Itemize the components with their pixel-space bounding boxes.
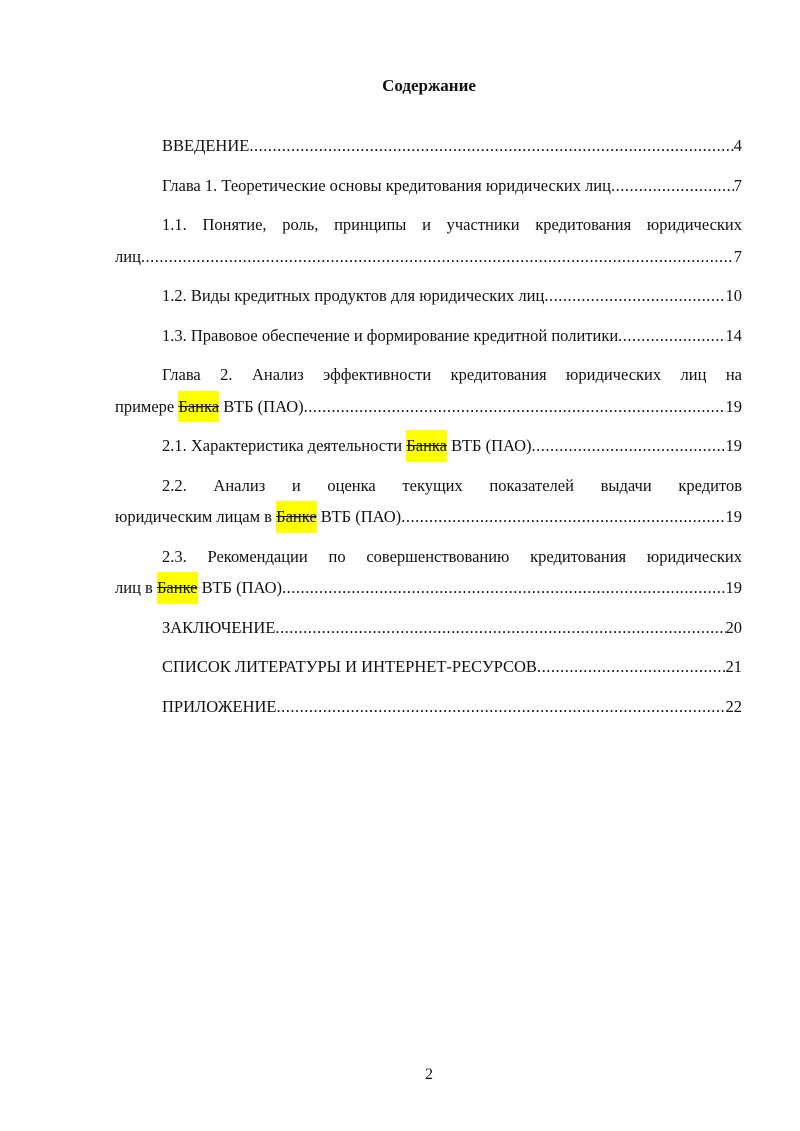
toc-page-number: 7 — [733, 175, 742, 195]
toc-entry-text-prefix: лиц в — [115, 578, 157, 597]
toc-leader-dots — [537, 651, 726, 683]
toc-page-number: 20 — [725, 617, 742, 637]
toc-entry-1-2[interactable] — [115, 280, 742, 312]
highlighted-word: Банка — [406, 430, 447, 462]
toc-entry-text-suffix: ВТБ (ПАО) — [197, 578, 283, 597]
toc-entry-conclusion[interactable] — [115, 612, 742, 644]
toc-entry-references[interactable] — [115, 651, 742, 683]
toc-leader-dots — [544, 280, 725, 312]
toc-page-number: 10 — [725, 286, 742, 305]
toc-entry-2-3[interactable] — [115, 541, 742, 604]
toc-entry-text-line1: Глава 2. Анализ эффективности кредитования юридических лиц на — [162, 365, 742, 384]
toc-leader-dots — [282, 572, 725, 604]
toc-entry-text: ВВЕДЕНИЕ — [162, 136, 250, 155]
toc-leader-dots — [532, 430, 726, 462]
highlighted-word: Банке — [276, 501, 317, 533]
toc-page-number: 14 — [725, 325, 742, 345]
toc-entry-introduction[interactable] — [115, 130, 742, 162]
toc-leader-dots — [141, 241, 734, 273]
table-of-contents — [115, 130, 742, 722]
toc-entry-1-1[interactable] — [115, 209, 742, 272]
toc-entry-text-suffix: ВТБ (ПАО) — [316, 507, 402, 526]
page-title: Содержание — [382, 76, 476, 95]
toc-entry-text-suffix: ВТБ (ПАО) — [219, 396, 304, 416]
toc-entry-chapter-1[interactable] — [115, 170, 742, 202]
toc-entry-text-prefix: 2.1. Характеристика деятельности — [162, 436, 407, 455]
toc-entry-text-prefix: примере — [115, 396, 179, 416]
toc-entry-text: ПРИЛОЖЕНИЕ — [162, 696, 277, 716]
toc-entry-text-line1: 2.3. Рекомендации по совершенствованию кредитования юридических — [162, 546, 742, 566]
toc-page-number: 7 — [733, 246, 742, 266]
toc-page-number: 21 — [725, 657, 742, 676]
toc-leader-dots — [618, 320, 725, 352]
toc-page-number: 19 — [725, 396, 742, 416]
toc-entry-text-line1: 2.2. Анализ и оценка текущих показателей выдачи кредитов — [162, 475, 742, 495]
toc-entry-text: СПИСОК ЛИТЕРАТУРЫ И ИНТЕРНЕТ-РЕСУРСОВ — [162, 657, 537, 676]
toc-entry-chapter-2[interactable] — [115, 359, 742, 422]
toc-page-number: 22 — [725, 696, 742, 716]
toc-leader-dots — [611, 170, 734, 202]
toc-entry-text-line1: 1.1. Понятие, роль, принципы и участники кредитования юридических — [162, 215, 742, 234]
toc-page-number: 19 — [725, 507, 742, 526]
toc-entry-text: ЗАКЛЮЧЕНИЕ — [162, 617, 276, 637]
toc-entry-text-suffix: ВТБ (ПАО) — [446, 436, 532, 455]
highlighted-word: Банка — [178, 391, 219, 423]
highlighted-word: Банке — [157, 572, 198, 604]
toc-leader-dots — [304, 391, 726, 423]
toc-leader-dots — [275, 612, 725, 644]
toc-page-number: 4 — [733, 136, 742, 155]
toc-entry-2-1[interactable] — [115, 430, 742, 462]
toc-leader-dots — [401, 501, 725, 533]
toc-entry-text-prefix: юридическим лицам в — [115, 507, 277, 526]
toc-entry-text: Глава 1. Теоретические основы кредитования юридических лиц — [162, 175, 611, 195]
page-number: 2 — [425, 1066, 433, 1083]
toc-entry-1-3[interactable] — [115, 320, 742, 352]
toc-page-number: 19 — [725, 578, 742, 597]
toc-page-number: 19 — [725, 436, 742, 455]
toc-leader-dots — [276, 691, 725, 723]
toc-entry-appendix[interactable] — [115, 691, 742, 723]
toc-entry-text-line2: лиц — [115, 246, 141, 266]
toc-entry-text: 1.3. Правовое обеспечение и формирование кредитной политики — [162, 325, 619, 345]
toc-entry-2-2[interactable] — [115, 470, 742, 533]
toc-leader-dots — [249, 130, 733, 162]
toc-entry-text: 1.2. Виды кредитных продуктов для юридических лиц — [162, 286, 545, 305]
